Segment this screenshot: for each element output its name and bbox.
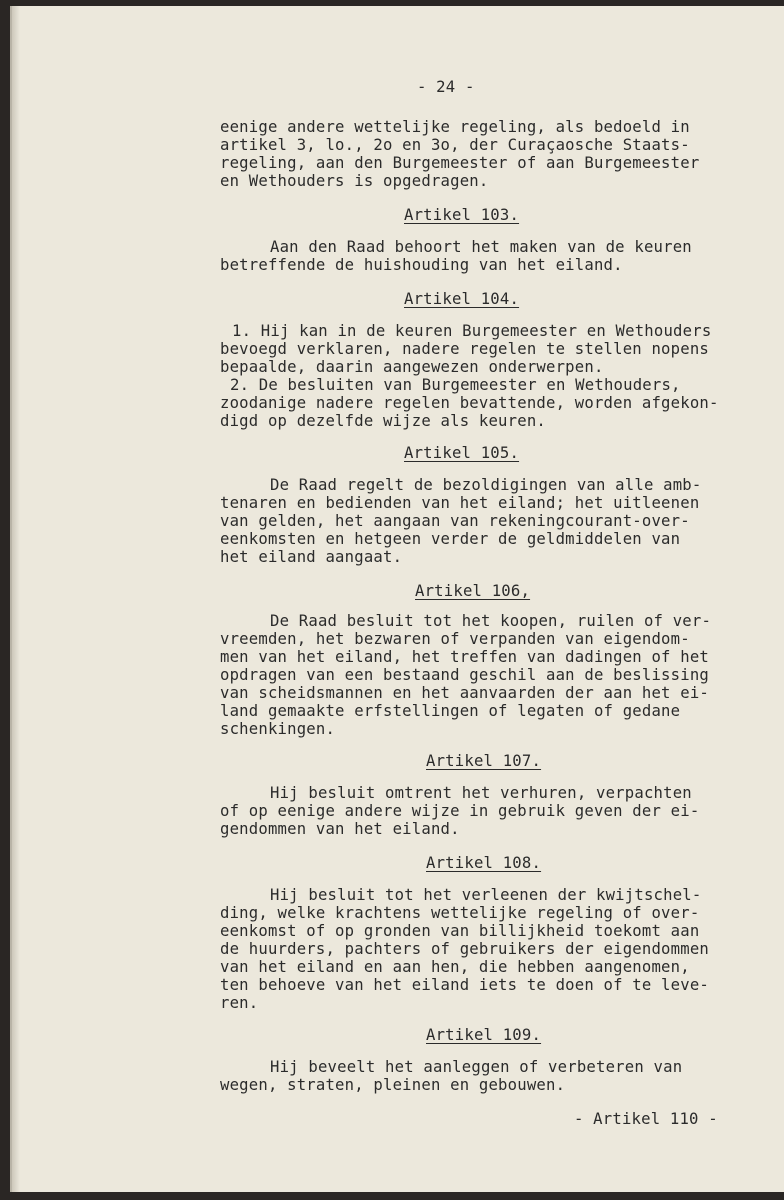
text-line: tenaren en bedienden van het eiland; het uitleenen	[220, 494, 700, 512]
article-heading-107: Artikel 107.	[426, 752, 542, 770]
text-line: het eiland aangaat.	[220, 548, 403, 566]
text-line: men van het eiland, het treffen van dadingen of het	[220, 648, 709, 666]
text-line: De Raad besluit tot het koopen, ruilen of ver-	[270, 612, 712, 630]
text-line: van het eiland en aan hen, die hebben aangenomen,	[220, 958, 690, 976]
text-line: gendommen van het eiland.	[220, 820, 460, 838]
text-line: Hij besluit omtrent het verhuren, verpachten	[270, 784, 692, 802]
text-line: 1. Hij kan in de keuren Burgemeester en Wethouders	[232, 322, 712, 340]
text-line: De Raad regelt de bezoldigingen van alle amb-	[270, 476, 702, 494]
text-line: en Wethouders is opgedragen.	[220, 172, 489, 190]
text-line: regeling, aan den Burgemeester of aan Burgemeester	[220, 154, 700, 172]
text-line: opdragen van een bestaand geschil aan de beslissing	[220, 666, 709, 684]
text-line: eenige andere wettelijke regeling, als bedoeld in	[220, 118, 690, 136]
text-line: Aan den Raad behoort het maken van de keuren	[270, 238, 692, 256]
text-line: eenkomsten en hetgeen verder de geldmiddelen van	[220, 530, 681, 548]
text-line: ren.	[220, 994, 259, 1012]
text-line: ding, welke krachtens wettelijke regeling of over-	[220, 904, 700, 922]
article-heading-104: Artikel 104.	[404, 290, 520, 308]
catchword: - Artikel 110 -	[574, 1110, 718, 1128]
text-line: de huurders, pachters of gebruikers der eigendommen	[220, 940, 709, 958]
text-line: vreemden, het bezwaren of verpanden van eigendom-	[220, 630, 690, 648]
text-line: wegen, straten, pleinen en gebouwen.	[220, 1076, 566, 1094]
page-number: - 24 -	[417, 78, 475, 96]
article-heading-108: Artikel 108.	[426, 854, 542, 872]
text-line: van gelden, het aangaan van rekeningcourant-over-	[220, 512, 690, 530]
text-line: artikel 3, lo., 2o en 3o, der Curaçaosche Staats-	[220, 136, 690, 154]
text-line: bevoegd verklaren, nadere regelen te stellen nopens	[220, 340, 709, 358]
text-line: Hij besluit tot het verleenen der kwijtschel-	[270, 886, 702, 904]
text-line: land gemaakte erfstellingen of legaten of gedane	[220, 702, 681, 720]
text-line: van scheidsmannen en het aanvaarden der aan het ei-	[220, 684, 709, 702]
page-fold-shadow	[12, 6, 20, 1192]
text-line: eenkomst of op gronden van billijkheid toekomt aan	[220, 922, 700, 940]
text-line: digd op dezelfde wijze als keuren.	[220, 412, 546, 430]
text-line: Hij beveelt het aanleggen of verbeteren van	[270, 1058, 683, 1076]
text-line: 2. De besluiten van Burgemeester en Wethouders,	[230, 376, 681, 394]
text-line: schenkingen.	[220, 720, 336, 738]
article-heading-103: Artikel 103.	[404, 206, 520, 224]
article-heading-105: Artikel 105.	[404, 444, 520, 462]
text-line: betreffende de huishouding van het eiland.	[220, 256, 623, 274]
text-line: of op eenige andere wijze in gebruik geven der ei-	[220, 802, 700, 820]
text-line: bepaalde, daarin aangewezen onderwerpen.	[220, 358, 604, 376]
article-heading-109: Artikel 109.	[426, 1026, 542, 1044]
text-line: zoodanige nadere regelen bevattende, worden afgekon-	[220, 394, 719, 412]
article-heading-106: Artikel 106,	[415, 582, 531, 600]
text-line: ten behoeve van het eiland iets te doen of te leve-	[220, 976, 709, 994]
document-page	[10, 6, 784, 1192]
